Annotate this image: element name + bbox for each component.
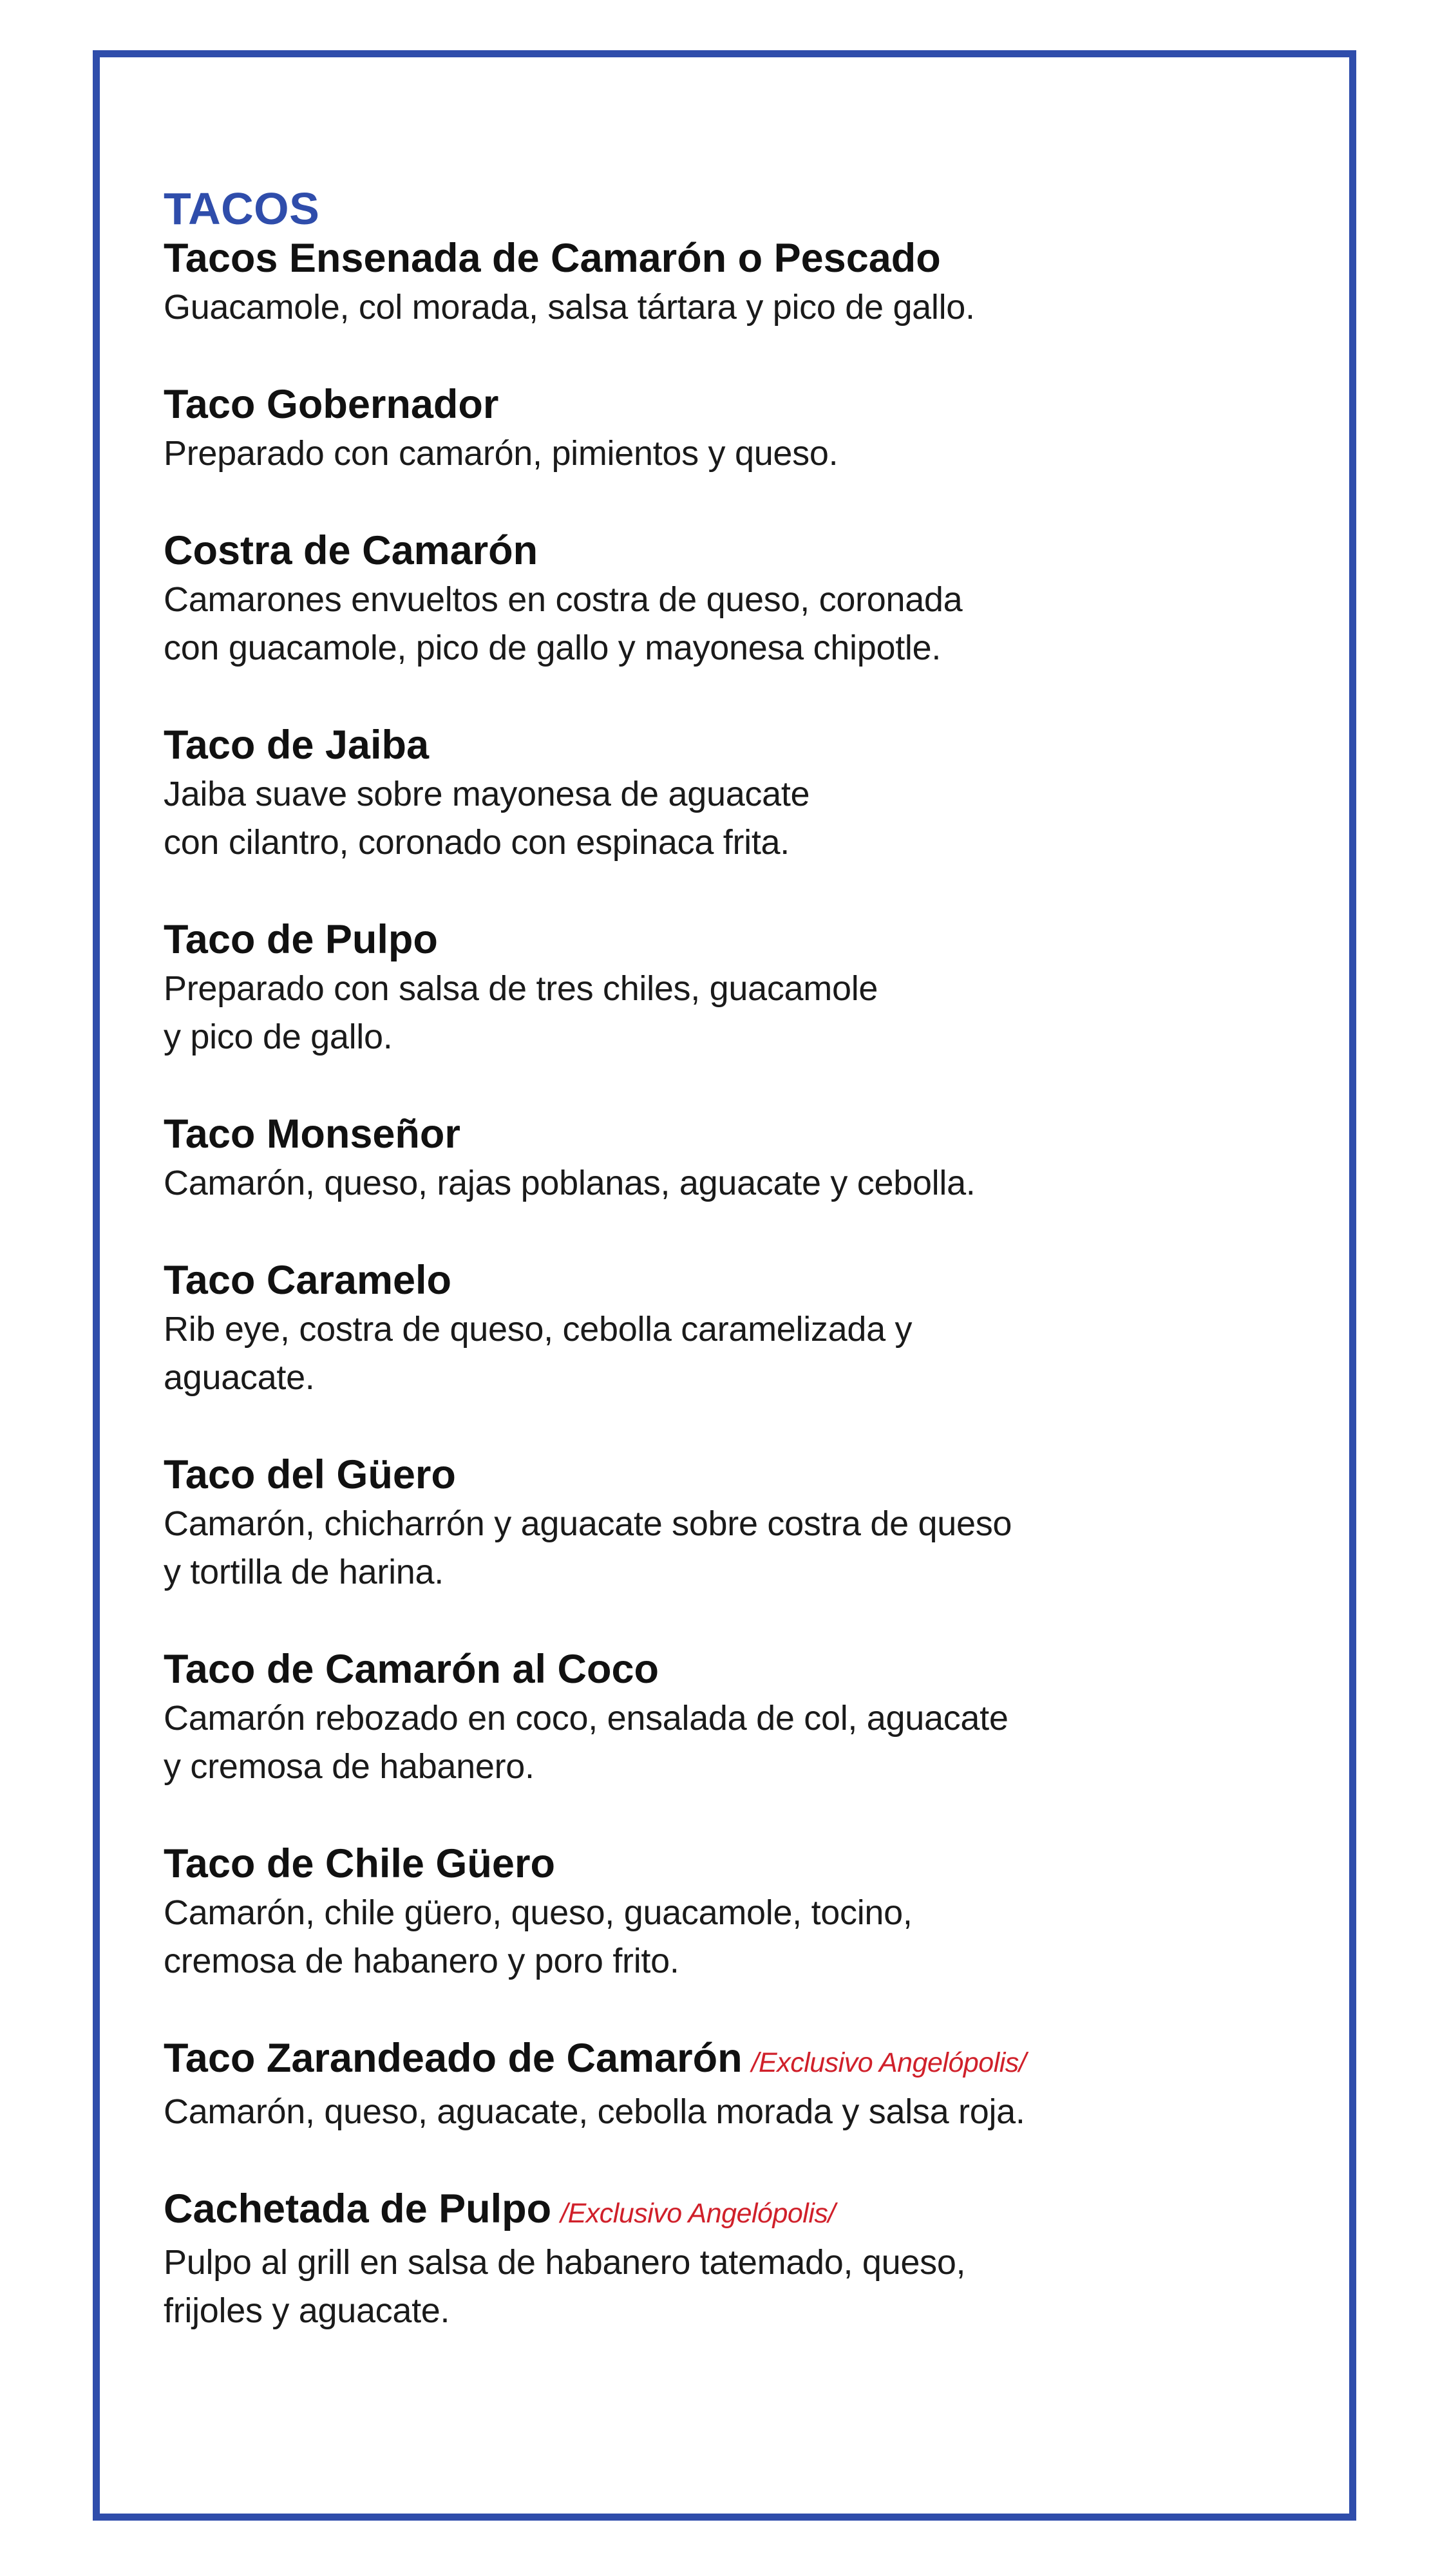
item-description-line: Camarón, queso, aguacate, cebolla morada y salsa roja. [164, 2092, 1025, 2131]
item-description-line: Pulpo al grill en salsa de habanero tatemado, queso, [164, 2243, 966, 2282]
item-description [164, 965, 1258, 1061]
item-description [164, 576, 1258, 672]
menu-item [164, 233, 1258, 332]
item-description [164, 770, 1258, 867]
item-description [164, 283, 1258, 332]
item-description [164, 1500, 1258, 1596]
item-description-line: y pico de gallo. [164, 1018, 393, 1056]
item-description-line: Camarón, chile güero, queso, guacamole, tocino, [164, 1893, 913, 1932]
item-description-line: aguacate. [164, 1358, 315, 1397]
item-description-line: Rib eye, costra de queso, cebolla caramelizada y [164, 1310, 913, 1349]
menu-content [164, 182, 1258, 2383]
item-heading [164, 1450, 1258, 1500]
menu-item [164, 1839, 1258, 1985]
item-exclusive-note: /Exclusivo Angelópolis/ [751, 2047, 1027, 2078]
item-heading [164, 720, 1258, 770]
item-description-line: frijoles y aguacate. [164, 2291, 450, 2330]
item-description [164, 430, 1258, 478]
menu-item [164, 379, 1258, 478]
menu-item [164, 1255, 1258, 1402]
item-heading [164, 379, 1258, 430]
item-name: Taco de Camarón al Coco [164, 1647, 659, 1692]
item-description-line: Camarón, chicharrón y aguacate sobre costra de queso [164, 1504, 1012, 1543]
menu-item [164, 1644, 1258, 1791]
item-description-line: Preparado con camarón, pimientos y queso. [164, 434, 838, 473]
item-heading [164, 914, 1258, 965]
item-name: Tacos Ensenada de Camarón o Pescado [164, 236, 941, 281]
item-name: Taco Caramelo [164, 1258, 451, 1303]
item-description [164, 1159, 1258, 1208]
item-heading [164, 1644, 1258, 1694]
item-description-line: y cremosa de habanero. [164, 1747, 535, 1786]
item-heading [164, 1839, 1258, 1889]
item-description [164, 1305, 1258, 1402]
item-heading [164, 2184, 1258, 2239]
item-name: Cachetada de Pulpo [164, 2186, 552, 2231]
item-name: Taco del Güero [164, 1452, 456, 1497]
item-name: Taco Monseñor [164, 1112, 460, 1157]
item-description-line: Guacamole, col morada, salsa tártara y pico de gallo. [164, 288, 975, 327]
item-description-line: Camarones envueltos en costra de queso, coronada [164, 580, 963, 619]
item-exclusive-note: /Exclusivo Angelópolis/ [560, 2198, 835, 2229]
menu-list [164, 233, 1258, 2335]
menu-item [164, 1109, 1258, 1208]
item-name: Costra de Camarón [164, 528, 538, 573]
menu-item [164, 1450, 1258, 1596]
item-description-line: Preparado con salsa de tres chiles, guacamole [164, 969, 878, 1008]
item-description-line: con cilantro, coronado con espinaca frita. [164, 823, 790, 862]
item-description-line: con guacamole, pico de gallo y mayonesa chipotle. [164, 629, 942, 667]
menu-item [164, 914, 1258, 1061]
item-heading [164, 233, 1258, 283]
item-name: Taco de Jaiba [164, 723, 429, 768]
section-title: TACOS [164, 184, 320, 234]
menu-item [164, 2033, 1258, 2136]
item-description-line: y tortilla de harina. [164, 1553, 444, 1591]
item-description-line: Camarón rebozado en coco, ensalada de col, aguacate [164, 1699, 1009, 1738]
item-name: Taco de Pulpo [164, 917, 438, 962]
item-description-line: Camarón, queso, rajas poblanas, aguacate y cebolla. [164, 1164, 976, 1202]
item-heading [164, 526, 1258, 576]
menu-item [164, 2184, 1258, 2335]
item-description [164, 2239, 1258, 2335]
item-heading [164, 2033, 1258, 2088]
item-description [164, 1889, 1258, 1985]
item-description [164, 1694, 1258, 1791]
menu-item [164, 526, 1258, 672]
menu-item [164, 720, 1258, 867]
item-name: Taco de Chile Güero [164, 1841, 555, 1886]
item-description [164, 2088, 1258, 2136]
item-heading [164, 1109, 1258, 1159]
item-name: Taco Gobernador [164, 382, 499, 427]
item-name: Taco Zarandeado de Camarón [164, 2036, 743, 2081]
item-heading [164, 1255, 1258, 1305]
item-description-line: Jaiba suave sobre mayonesa de aguacate [164, 775, 810, 813]
item-description-line: cremosa de habanero y poro frito. [164, 1942, 679, 1980]
